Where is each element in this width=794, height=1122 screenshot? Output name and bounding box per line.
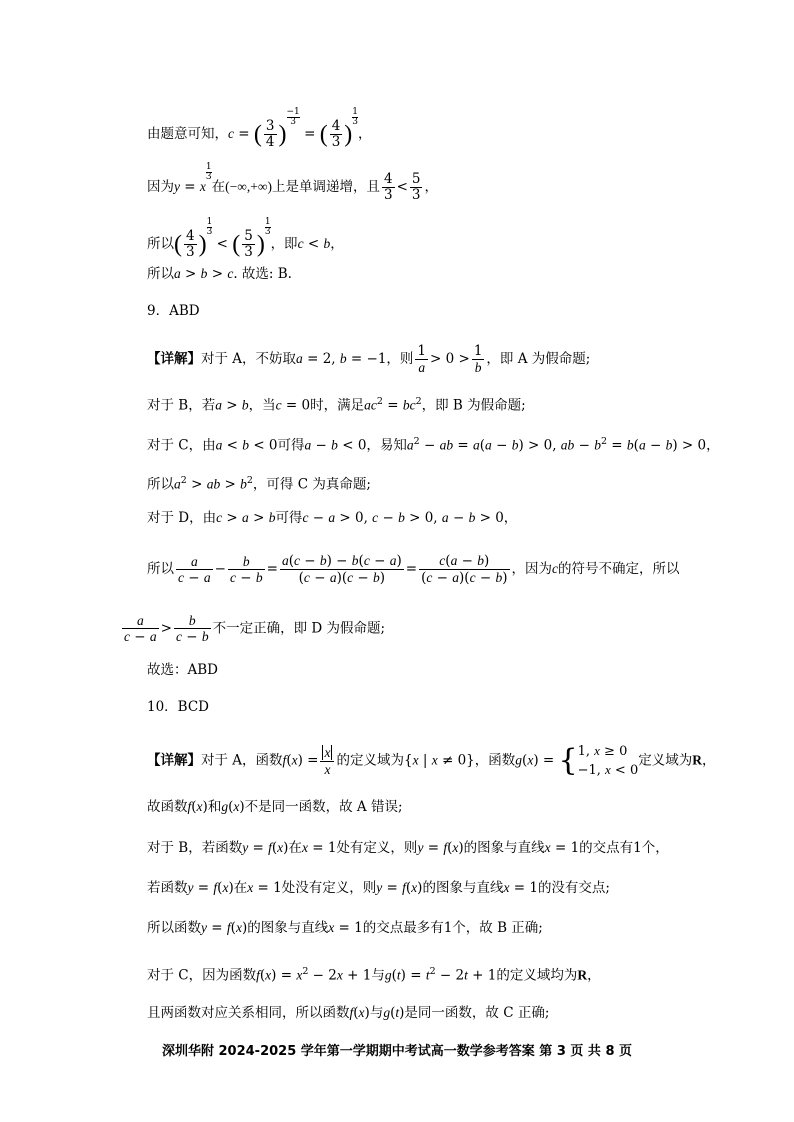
text: 所以 (147, 561, 174, 577)
text: 处有定义，则 (336, 840, 418, 856)
text: ，函数 (474, 752, 516, 769)
line-9c2: 所以$a^2$ > ab > $b^2$，可得 C 为真命题; (147, 475, 371, 493)
text: ，即 A 为假命题; (486, 351, 591, 367)
line-10c: 对于 C，因为函数$f(x) = x^2 - 2x + 1$与$g(t) = t^2 - 2t + 1$的定义域均为R， (147, 966, 601, 984)
text: 由题意可知， (147, 126, 228, 142)
text: 的交点最多有1个，故 B 正确; (362, 920, 543, 936)
text: 在 (211, 179, 226, 195)
line-conclusion: 所以a > b > c. 故选: B. (147, 266, 292, 282)
text: 所以函数 (147, 920, 201, 936)
text: 可得 (275, 510, 303, 526)
text: ，则 (386, 351, 414, 367)
text: 是同一函数，故 C 正确; (404, 1005, 550, 1021)
answer-10: 10．BCD (147, 699, 210, 715)
text: ，因为 (511, 561, 552, 577)
text: 上是单调递增，且 (271, 179, 380, 195)
text: ，易知 (366, 437, 407, 454)
line-9d2: 所以 $\frac{a}{c - a}$ − $\frac{b}{c - b}$ = $\frac{a(c - b) - b(c - a)}{(c - a)(c - b)}$ = $\frac{c(a - b)}{(c - a)(c - b)}$ ，因为c的符号不确定，所以 (147, 553, 680, 586)
text: 对于 C，由 (147, 437, 216, 454)
text: ， (358, 126, 372, 142)
text: 对于 B，若函数 (147, 840, 243, 856)
text: ， (330, 236, 344, 252)
text: 且两函数对应关系相同，所以函数 (147, 1005, 350, 1021)
text: ， (706, 437, 720, 454)
line-9d: 对于 D，由c > a > b可得c − a > 0, c − b > 0, a − b > 0， (147, 510, 518, 526)
text: ，当 (248, 397, 276, 414)
text: ， (701, 752, 716, 769)
line-10a2: 故函数f(x)和g(x)不是同一函数，故 A 错误; (147, 799, 403, 815)
text: 在 (233, 880, 248, 896)
line-9a: 【详解】对于 A，不妨取a = 2, b = −1，则 $\frac{1}{a}$ > 0 > $\frac{1}{b}$ ，即 A 为假命题; (147, 343, 591, 375)
text: 的定义域均为 (496, 967, 578, 984)
text: 定义域为 (638, 752, 693, 769)
text: 因为 (147, 179, 174, 195)
text: 的图象与直线 (463, 840, 545, 856)
text: 的交点有1个， (579, 840, 669, 856)
line-10b3: 所以函数y = f(x)的图象与直线x = 1的交点最多有1个，故 B 正确; (147, 920, 543, 936)
line-10b: 对于 B，若函数y = f(x)在x = 1处有定义，则y = f(x)的图象与直线x = 1的交点有1个， (147, 840, 669, 856)
line-9b: 对于 B，若a > b，当c = 0时，满足$ac^2 = bc^2$，即 B 为假命题; (147, 396, 526, 414)
text: 对于 A，不妨取 (201, 351, 297, 367)
text: 的定义域为 (336, 752, 404, 769)
line-10a: 【详解】对于 A，函数f(x) = $\frac{x}{x}$ 的定义域为{x | x ≠ 0}，函数g(x) = { 1, x ≥ 0 −1, x < 0 定义域为R， (147, 743, 716, 778)
text: ， (503, 510, 518, 526)
line-10b2: 若函数y = f(x)在x = 1处没有定义，则y = f(x)的图象与直线x = 1的没有交点; (147, 880, 610, 896)
line-9c: 对于 C，由a < b < 0可得a − b < 0，易知$a^2$ − ab = a(a − b) > 0, ab − $b^2 = b(a - b) > 0$， (147, 436, 720, 454)
text: 和 (207, 799, 222, 815)
text: 的符号不确定，所以 (558, 561, 680, 577)
text: . 故选: B. (233, 266, 292, 282)
line-monotonic: 因为y = x $\frac{1}{3}$ 在(−∞,+∞)上是单调递增，且 $\frac{4}{3}$ < $\frac{5}{3}$ ， (147, 162, 438, 203)
text: 与 (369, 1005, 384, 1021)
text: 不一定正确，即 D 为假命题; (212, 620, 386, 637)
text: 对于 D，由 (147, 510, 217, 526)
text: ， (424, 179, 438, 195)
text: 处没有定义，则 (281, 880, 377, 896)
detail-tag: 【详解】 (147, 351, 201, 367)
page-footer: 深圳华附 2024-2025 学年第一学期期中考试高一数学参考答案 第 3 页 共 8 页 (161, 1044, 633, 1059)
text: 对于 C，因为函数 (147, 967, 257, 984)
text: ，即 B 为假命题; (421, 397, 526, 414)
text: 的没有交点; (537, 880, 610, 896)
detail-tag: 【详解】 (147, 752, 201, 769)
text: 若函数 (147, 880, 188, 896)
text: 所以 (147, 266, 174, 282)
line-c-value: 由题意可知，c = ( $\frac{3}{4}$ ) $\frac{-1}{3}$ = ( $\frac{4}{3}$ ) $\frac{1}{3}$ ， (147, 107, 372, 150)
line-compare: 所以( $\frac{4}{3}$ ) $\frac{1}{3}$ < ( $\frac{5}{3}$ ) $\frac{1}{3}$ ，即c < b， (147, 217, 344, 260)
text: 所以 (147, 476, 174, 493)
answer-9: 9．ABD (147, 303, 200, 319)
text: 所以 (147, 236, 174, 252)
text: 对于 A，函数 (201, 752, 283, 769)
text: 不是同一函数，故 A 错误; (244, 799, 403, 815)
text: 故函数 (147, 799, 188, 815)
text: 时，满足 (310, 397, 365, 414)
text: 在 (288, 840, 302, 856)
text: 可得 (277, 437, 305, 454)
text: 的图象与直线 (422, 880, 504, 896)
text: 对于 B，若 (147, 397, 216, 414)
text: ，可得 C 为真命题; (252, 476, 371, 493)
text: ，即 (270, 236, 298, 252)
line-10c2: 且两函数对应关系相同，所以函数f(x)与g(t)是同一函数，故 C 正确; (147, 1005, 550, 1021)
line-9-choice: 故选：ABD (147, 662, 218, 678)
line-9d3: $\frac{a}{c - a}$ > $\frac{b}{c - b}$ 不一定正确，即 D 为假命题; (124, 613, 386, 645)
text: 与 (371, 967, 385, 984)
text: 的图象与直线 (247, 920, 329, 936)
